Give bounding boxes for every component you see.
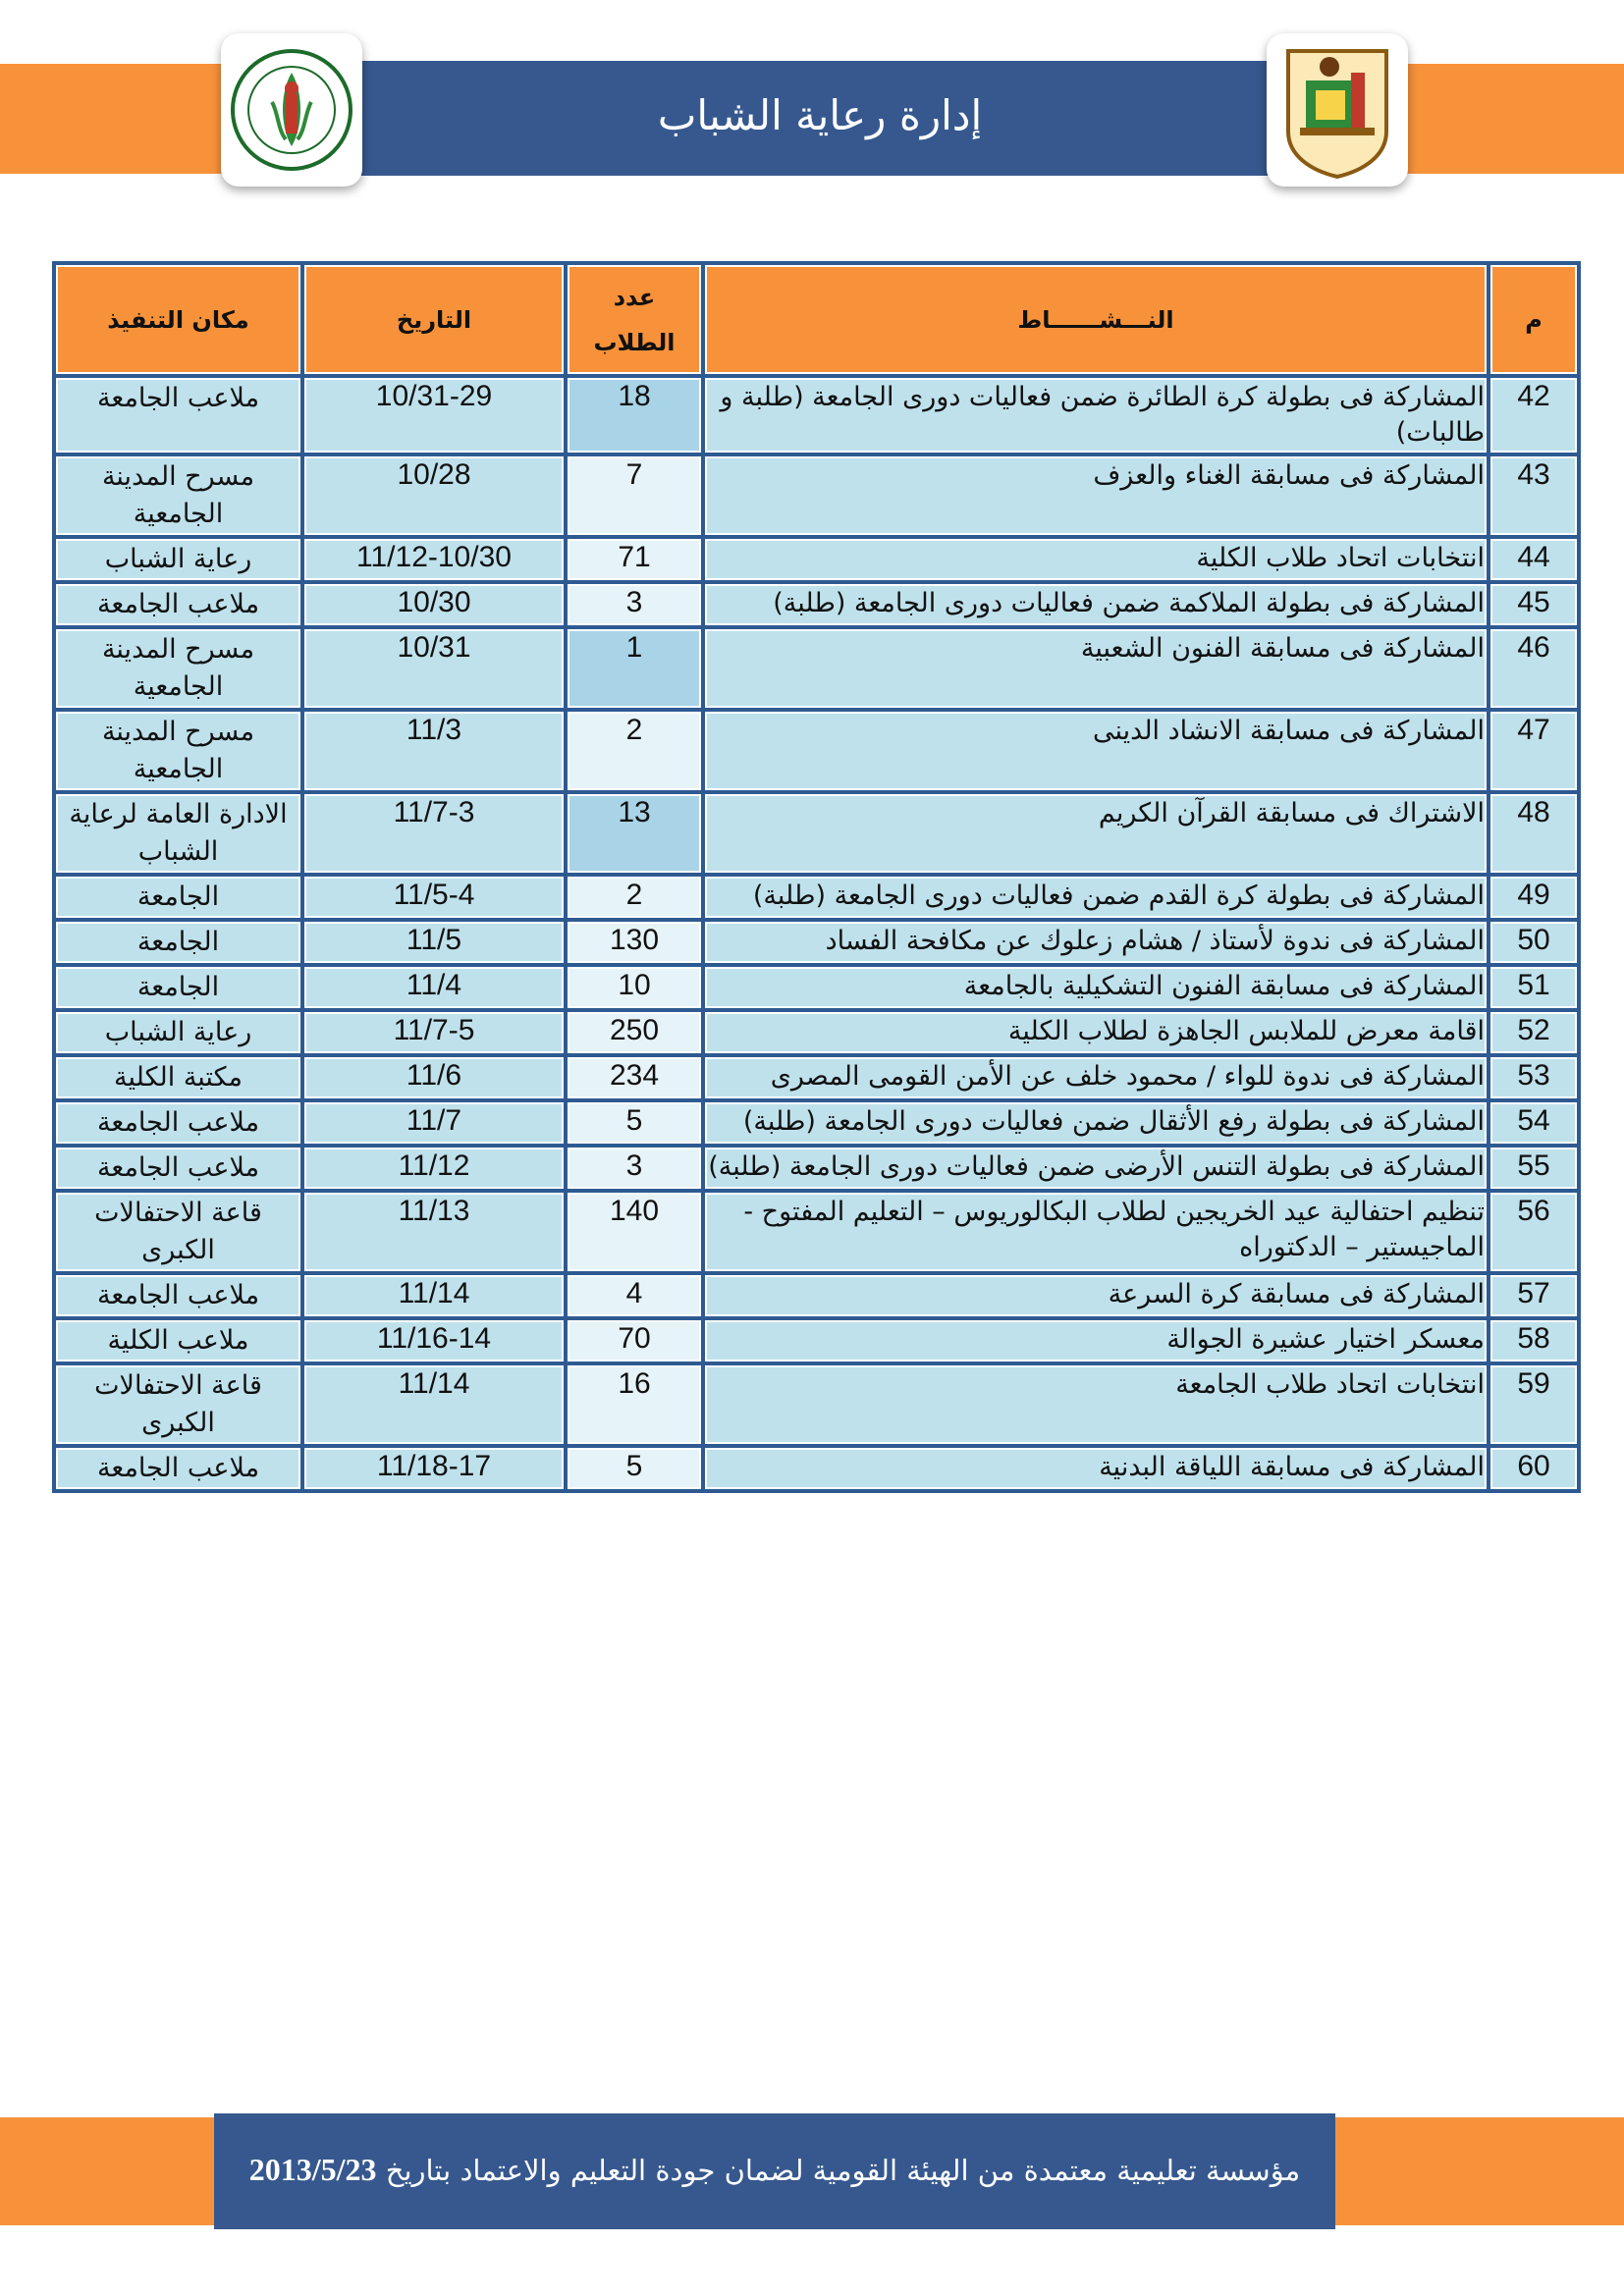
row-activity: المشاركة فى بطولة التنس الأرضى ضمن فعاليات دورى الجامعة (طلبة) bbox=[705, 1148, 1487, 1189]
row-place: ملاعب الجامعة bbox=[56, 378, 300, 453]
column-header-place: مكان التنفيذ bbox=[56, 265, 300, 374]
row-place: الجامعة bbox=[56, 967, 300, 1008]
row-index: 43 bbox=[1490, 456, 1577, 535]
row-place: ملاعب الجامعة bbox=[56, 1275, 300, 1316]
row-activity: المشاركة فى بطولة كرة القدم ضمن فعاليات دورى الجامعة (طلبة) bbox=[705, 877, 1487, 918]
page-title: إدارة رعاية الشباب bbox=[657, 91, 983, 139]
row-date: 11/14 bbox=[304, 1275, 564, 1316]
row-index: 53 bbox=[1490, 1057, 1577, 1098]
row-student-count: 250 bbox=[568, 1012, 701, 1053]
row-date: 11/12 bbox=[304, 1148, 564, 1189]
row-activity: المشاركة فى مسابقة الانشاد الدينى bbox=[705, 712, 1487, 790]
row-index: 58 bbox=[1490, 1320, 1577, 1362]
activities-table bbox=[52, 261, 1581, 1493]
row-activity: المشاركة فى بطولة الملاكمة ضمن فعاليات دورى الجامعة (طلبة) bbox=[705, 584, 1487, 625]
row-student-count: 10 bbox=[568, 967, 701, 1008]
row-activity: المشاركة فى ندوة لأستاذ / هشام زعلوك عن مكافحة الفساد bbox=[705, 922, 1487, 963]
cairo-university-logo bbox=[1267, 33, 1408, 187]
row-date: 11/16-14 bbox=[304, 1320, 564, 1362]
row-date: 11/5-4 bbox=[304, 877, 564, 918]
row-student-count: 140 bbox=[568, 1193, 701, 1271]
row-student-count: 70 bbox=[568, 1320, 701, 1362]
row-date: 10/28 bbox=[304, 456, 564, 535]
column-header-count-line1: عدد bbox=[613, 283, 656, 311]
row-date: 11/7-5 bbox=[304, 1012, 564, 1053]
row-place: الجامعة bbox=[56, 877, 300, 918]
row-activity: انتخابات اتحاد طلاب الجامعة bbox=[705, 1365, 1487, 1444]
row-student-count: 2 bbox=[568, 712, 701, 790]
row-date: 11/13 bbox=[304, 1193, 564, 1271]
table-row bbox=[56, 1275, 1577, 1316]
row-student-count: 2 bbox=[568, 877, 701, 918]
row-place: قاعة الاحتفالات الكبرى bbox=[56, 1365, 300, 1444]
row-place: مكتبة الكلية bbox=[56, 1057, 300, 1098]
row-index: 44 bbox=[1490, 539, 1577, 580]
row-activity: تنظيم احتفالية عيد الخريجين لطلاب البكالوريوس – التعليم المفتوح - الماجيستير – الدكتوراه bbox=[705, 1193, 1487, 1271]
row-student-count: 7 bbox=[568, 456, 701, 535]
table-row bbox=[56, 1448, 1577, 1489]
row-index: 56 bbox=[1490, 1193, 1577, 1271]
row-date: 11/7 bbox=[304, 1102, 564, 1144]
row-student-count: 1 bbox=[568, 629, 701, 708]
row-date: 10/31 bbox=[304, 629, 564, 708]
row-student-count: 18 bbox=[568, 378, 701, 453]
table-row bbox=[56, 1148, 1577, 1189]
row-index: 50 bbox=[1490, 922, 1577, 963]
row-index: 51 bbox=[1490, 967, 1577, 1008]
row-activity: المشاركة فى بطولة رفع الأثقال ضمن فعاليات دورى الجامعة (طلبة) bbox=[705, 1102, 1487, 1144]
row-index: 59 bbox=[1490, 1365, 1577, 1444]
row-place: ملاعب الكلية bbox=[56, 1320, 300, 1362]
row-student-count: 13 bbox=[568, 794, 701, 873]
row-student-count: 4 bbox=[568, 1275, 701, 1316]
row-index: 60 bbox=[1490, 1448, 1577, 1489]
row-place: ملاعب الجامعة bbox=[56, 584, 300, 625]
row-place: ملاعب الجامعة bbox=[56, 1102, 300, 1144]
column-header-activity: النـــشــــــاط bbox=[705, 265, 1487, 374]
row-place: ملاعب الجامعة bbox=[56, 1448, 300, 1489]
table-row bbox=[56, 539, 1577, 580]
row-place: الادارة العامة لرعاية الشباب bbox=[56, 794, 300, 873]
row-index: 52 bbox=[1490, 1012, 1577, 1053]
agriculture-seal-icon bbox=[221, 33, 362, 187]
row-activity: المشاركة فى ندوة للواء / محمود خلف عن الأمن القومى المصرى bbox=[705, 1057, 1487, 1098]
row-index: 49 bbox=[1490, 877, 1577, 918]
row-student-count: 71 bbox=[568, 539, 701, 580]
table-row bbox=[56, 629, 1577, 708]
accreditation-text: مؤسسة تعليمية معتمدة من الهيئة القومية لضمان جودة التعليم والاعتماد بتاريخ bbox=[385, 2154, 1301, 2187]
row-date: 11/4 bbox=[304, 967, 564, 1008]
column-header-date: التاريخ bbox=[304, 265, 564, 374]
table-row bbox=[56, 1012, 1577, 1053]
table-row bbox=[56, 1057, 1577, 1098]
row-student-count: 130 bbox=[568, 922, 701, 963]
row-index: 54 bbox=[1490, 1102, 1577, 1144]
column-header-index: م bbox=[1490, 265, 1577, 374]
row-date: 11/5 bbox=[304, 922, 564, 963]
row-student-count: 16 bbox=[568, 1365, 701, 1444]
row-index: 45 bbox=[1490, 584, 1577, 625]
row-date: 11/12-10/30 bbox=[304, 539, 564, 580]
table-row bbox=[56, 1193, 1577, 1271]
row-place: الجامعة bbox=[56, 922, 300, 963]
row-activity: اقامة معرض للملابس الجاهزة لطلاب الكلية bbox=[705, 1012, 1487, 1053]
row-activity: انتخابات اتحاد طلاب الكلية bbox=[705, 539, 1487, 580]
accreditation-date: 2013/5/23 bbox=[248, 2152, 377, 2187]
row-activity: المشاركة فى مسابقة الفنون الشعبية bbox=[705, 629, 1487, 708]
row-date: 11/7-3 bbox=[304, 794, 564, 873]
row-activity: معسكر اختيار عشيرة الجوالة bbox=[705, 1320, 1487, 1362]
table-row bbox=[56, 967, 1577, 1008]
row-date: 11/3 bbox=[304, 712, 564, 790]
table-row bbox=[56, 378, 1577, 453]
row-place: رعاية الشباب bbox=[56, 539, 300, 580]
faculty-of-agriculture-logo bbox=[221, 33, 362, 187]
row-index: 42 bbox=[1490, 378, 1577, 453]
table-header-row bbox=[56, 265, 1577, 374]
row-index: 46 bbox=[1490, 629, 1577, 708]
row-activity: المشاركة فى مسابقة كرة السرعة bbox=[705, 1275, 1487, 1316]
row-index: 48 bbox=[1490, 794, 1577, 873]
table-row bbox=[56, 877, 1577, 918]
row-index: 55 bbox=[1490, 1148, 1577, 1189]
row-date: 10/31-29 bbox=[304, 378, 564, 453]
row-index: 57 bbox=[1490, 1275, 1577, 1316]
table-row bbox=[56, 1365, 1577, 1444]
row-place: مسرح المدينة الجامعية bbox=[56, 629, 300, 708]
table-body bbox=[56, 378, 1577, 1489]
row-date: 11/18-17 bbox=[304, 1448, 564, 1489]
row-place: مسرح المدينة الجامعية bbox=[56, 456, 300, 535]
row-place: رعاية الشباب bbox=[56, 1012, 300, 1053]
row-student-count: 5 bbox=[568, 1448, 701, 1489]
row-date: 10/30 bbox=[304, 584, 564, 625]
row-place: مسرح المدينة الجامعية bbox=[56, 712, 300, 790]
table-row bbox=[56, 794, 1577, 873]
table-row bbox=[56, 584, 1577, 625]
row-activity: المشاركة فى بطولة كرة الطائرة ضمن فعاليات دورى الجامعة (طلبة و طالبات) bbox=[705, 378, 1487, 453]
row-activity: المشاركة فى مسابقة اللياقة البدنية bbox=[705, 1448, 1487, 1489]
row-date: 11/6 bbox=[304, 1057, 564, 1098]
activities-table-wrapper bbox=[52, 261, 1573, 1483]
column-header-count-line2: الطلاب bbox=[593, 328, 676, 356]
row-activity: المشاركة فى مسابقة الفنون التشكيلية بالجامعة bbox=[705, 967, 1487, 1008]
row-student-count: 234 bbox=[568, 1057, 701, 1098]
table-row bbox=[56, 712, 1577, 790]
row-place: قاعة الاحتفالات الكبرى bbox=[56, 1193, 300, 1271]
column-header-count bbox=[568, 265, 701, 374]
row-index: 47 bbox=[1490, 712, 1577, 790]
row-student-count: 3 bbox=[568, 584, 701, 625]
row-date: 11/14 bbox=[304, 1365, 564, 1444]
cairo-university-emblem-icon bbox=[1267, 33, 1408, 187]
row-student-count: 3 bbox=[568, 1148, 701, 1189]
row-student-count: 5 bbox=[568, 1102, 701, 1144]
table-row bbox=[56, 922, 1577, 963]
table-row bbox=[56, 456, 1577, 535]
table-row bbox=[56, 1320, 1577, 1362]
accreditation-footer bbox=[214, 2152, 1335, 2188]
row-activity: الاشتراك فى مسابقة القرآن الكريم bbox=[705, 794, 1487, 873]
table-row bbox=[56, 1102, 1577, 1144]
row-activity: المشاركة فى مسابقة الغناء والعزف bbox=[705, 456, 1487, 535]
row-place: ملاعب الجامعة bbox=[56, 1148, 300, 1189]
